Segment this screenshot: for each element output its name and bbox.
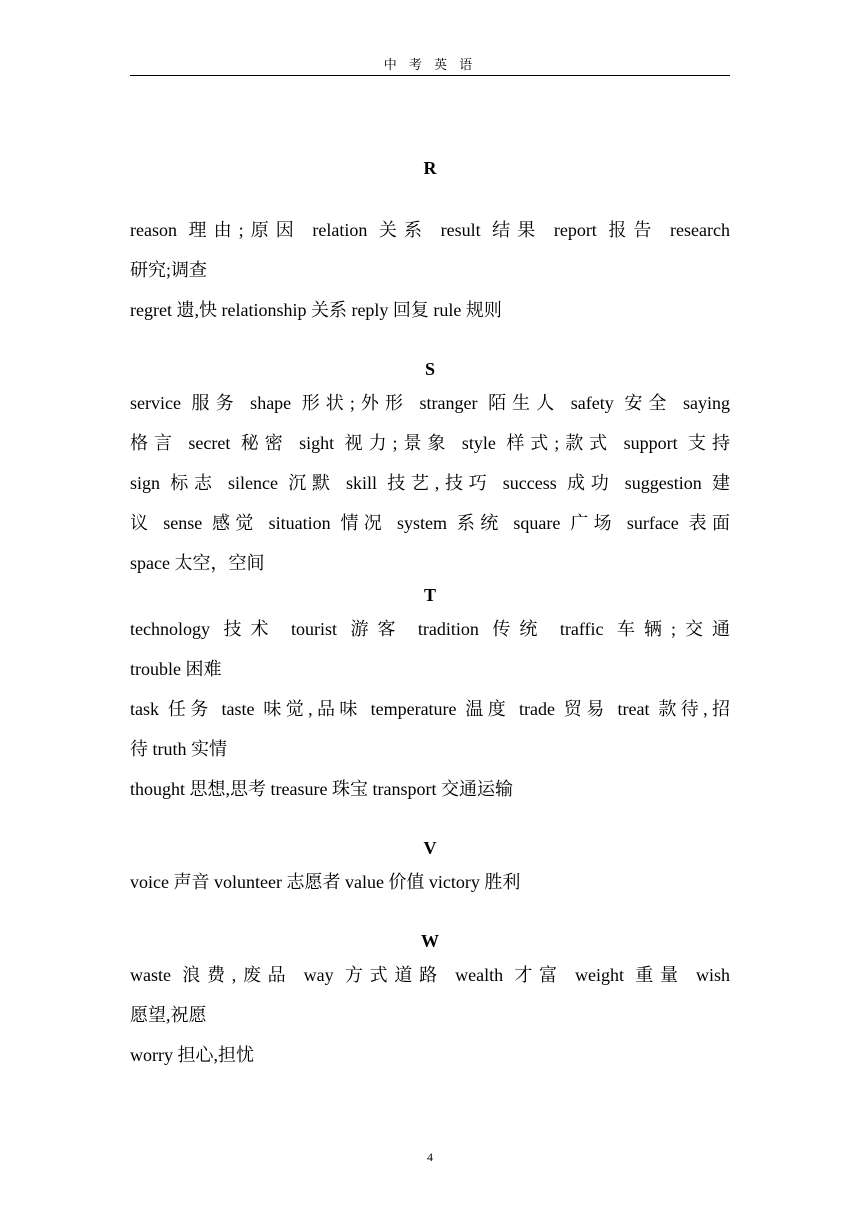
- vocab-line: service 服务 shape 形状;外形 stranger 陌生人 safety 安全 saying: [130, 393, 730, 413]
- vocab-line: sign 标志 silence 沉默 skill 技艺,技巧 success 成功 suggestion 建: [130, 473, 730, 493]
- page-header: 中 考 英 语: [383, 58, 477, 73]
- vocab-line: voice 声音 volunteer 志愿者 value 价值 victory 胜利: [130, 872, 521, 892]
- vocab-line: 格言 secret 秘密 sight 视力;景象 style 样式;款式 support 支持: [130, 433, 730, 453]
- vocab-line: waste 浪费,废品 way 方式道路 wealth 才富 weight 重量 wish: [130, 965, 730, 985]
- vocab-line: trouble 困难: [130, 659, 222, 679]
- vocab-line: reason 理由;原因 relation 关系 result 结果 report 报告 research: [130, 220, 730, 240]
- vocab-line: 愿望,祝愿: [130, 1005, 207, 1025]
- section-letter-t: T: [423, 585, 436, 605]
- page-number: 4: [427, 1150, 433, 1164]
- vocab-line: regret 遗,快 relationship 关系 reply 回复 rule 规则: [130, 300, 502, 320]
- vocab-line: thought 思想,思考 treasure 珠宝 transport 交通运输: [130, 779, 513, 799]
- vocab-line: 研究;调查: [130, 260, 208, 280]
- section-letter-v: V: [423, 838, 437, 858]
- vocab-line: task 任务 taste 味觉,品味 temperature 温度 trade 贸易 treat 款待,招: [130, 699, 730, 719]
- section-letter-s: S: [424, 359, 435, 379]
- vocab-line: worry 担心,担忧: [130, 1045, 254, 1065]
- section-letter-w: W: [421, 931, 439, 951]
- header-rule: [130, 75, 730, 76]
- section-letter-r: R: [423, 158, 437, 178]
- vocab-line: technology 技术 tourist 游客 tradition 传统 traffic 车辆;交通: [130, 619, 730, 639]
- vocab-line: 议 sense 感觉 situation 情况 system 系统 square 广场 surface 表面: [130, 513, 730, 533]
- vocab-line: space 太空，空间: [130, 553, 265, 573]
- vocab-line: 待 truth 实情: [130, 739, 227, 759]
